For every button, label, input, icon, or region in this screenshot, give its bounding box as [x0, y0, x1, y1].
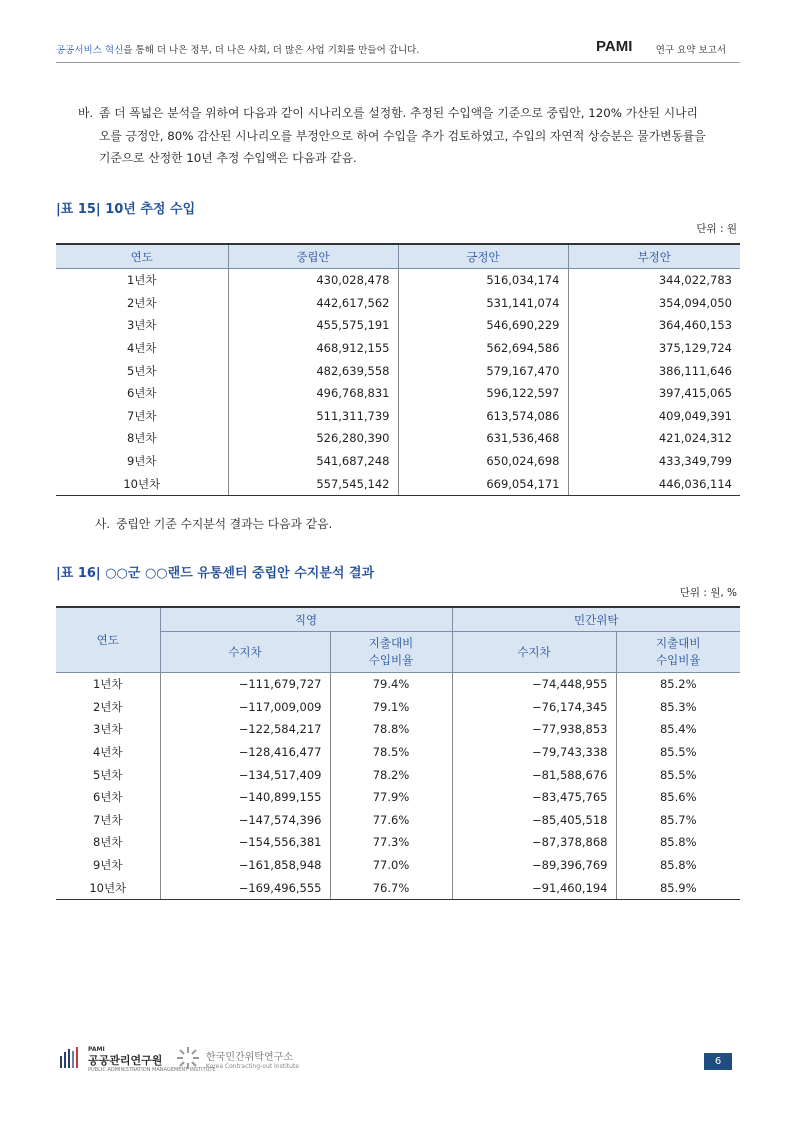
table-cell: 77.3%	[330, 831, 452, 854]
table-cell: 2년차	[56, 292, 228, 315]
table-cell: −169,496,555	[160, 876, 330, 899]
table-cell: 79.4%	[330, 673, 452, 696]
table-cell: −91,460,194	[452, 876, 616, 899]
table-row	[56, 741, 740, 764]
table-cell: 455,575,191	[228, 314, 398, 337]
table-row	[56, 718, 740, 741]
table-cell: 79.1%	[330, 696, 452, 719]
table-row	[56, 673, 740, 696]
table-cell: 650,024,698	[398, 450, 568, 473]
table-row	[56, 359, 740, 382]
table-cell: 77.9%	[330, 786, 452, 809]
table-cell: 562,694,586	[398, 337, 568, 360]
table-cell: 596,122,597	[398, 382, 568, 405]
table-cell: −128,416,477	[160, 741, 330, 764]
table-cell: 4년차	[56, 337, 228, 360]
paragraph-line-2: 오를 긍정안, 80% 감산된 시나리오를 부정안으로 하여 수입을 추가 검토하였고, 수입의 자연적 상승분은 물가변동률을	[99, 128, 706, 143]
table-row	[56, 831, 740, 854]
pami-logo-icon	[60, 1046, 82, 1068]
table-row	[56, 809, 740, 832]
paragraph-scenario	[78, 102, 742, 170]
kci-logo-sub: Korea Contracting-out Institute	[206, 1063, 299, 1070]
table-cell: 76.7%	[330, 876, 452, 899]
table-row	[56, 314, 740, 337]
table-cell: −81,588,676	[452, 763, 616, 786]
table-cell: 386,111,646	[568, 359, 740, 382]
table-cell: 77.0%	[330, 854, 452, 877]
table-cell: 344,022,783	[568, 269, 740, 292]
table15-header-neutral: 중립안	[228, 244, 398, 269]
table-cell: 4년차	[56, 741, 160, 764]
table-cell: 3년차	[56, 718, 160, 741]
table15-header-negative: 부정안	[568, 244, 740, 269]
ratio-label-line-1: 지출대비	[656, 636, 701, 650]
paragraph-line-1: 좀 더 폭넓은 분석을 위하여 다음과 같이 시나리오를 설정함. 추정된 수입액을 기준으로 중립안, 120% 가산된 시나리	[99, 106, 698, 120]
table-cell: 557,545,142	[228, 472, 398, 495]
table-cell: 511,311,739	[228, 405, 398, 428]
header-brand: PAMI	[596, 38, 633, 55]
table-row	[56, 854, 740, 877]
table-cell: 85.9%	[616, 876, 740, 899]
page-header	[56, 38, 740, 62]
table-cell: 7년차	[56, 809, 160, 832]
table-cell: 85.5%	[616, 741, 740, 764]
table-cell: 5년차	[56, 359, 228, 382]
table-cell: 78.2%	[330, 763, 452, 786]
table15-header-year: 연도	[56, 244, 228, 269]
table16	[56, 606, 740, 900]
table16-header-outsourced: 민간위탁	[452, 607, 740, 632]
table-cell: −117,009,009	[160, 696, 330, 719]
table-cell: 482,639,558	[228, 359, 398, 382]
table-row	[56, 337, 740, 360]
header-tagline	[56, 42, 419, 56]
table16-header-direct: 직영	[160, 607, 452, 632]
table15-title: |표 15| 10년 추정 수입	[56, 202, 196, 217]
table15-header-row	[56, 244, 740, 269]
table-row	[56, 292, 740, 315]
table15-header-positive: 긍정안	[398, 244, 568, 269]
table-cell: 531,141,074	[398, 292, 568, 315]
header-report-type: 연구 요약 보고서	[655, 45, 726, 56]
kci-logo-icon	[176, 1046, 200, 1070]
table-cell: 1년차	[56, 269, 228, 292]
table-cell: 468,912,155	[228, 337, 398, 360]
table-cell: 516,034,174	[398, 269, 568, 292]
table15-unit: 단위 : 원	[696, 223, 737, 235]
table-cell: −140,899,155	[160, 786, 330, 809]
table-cell: −74,448,955	[452, 673, 616, 696]
table-cell: 85.7%	[616, 809, 740, 832]
table16-header-year: 연도	[56, 607, 160, 673]
table-cell: −76,174,345	[452, 696, 616, 719]
table-cell: 354,094,050	[568, 292, 740, 315]
table-row	[56, 472, 740, 495]
paragraph-line-3: 기준으로 산정한 10년 추정 수입액은 다음과 같음.	[99, 151, 357, 165]
table-cell: 78.8%	[330, 718, 452, 741]
table-cell: 10년차	[56, 472, 228, 495]
paragraph-balance	[95, 513, 759, 536]
table-cell: −85,405,518	[452, 809, 616, 832]
table-row	[56, 696, 740, 719]
pami-logo-sub: PUBLIC ADMINISTRATION MANAGEMENT INSTITUTE	[88, 1067, 216, 1073]
page-number: 6	[704, 1053, 732, 1070]
table-row	[56, 876, 740, 899]
table-cell: 669,054,171	[398, 472, 568, 495]
table-cell: 10년차	[56, 876, 160, 899]
table-cell: 2년차	[56, 696, 160, 719]
table-cell: −161,858,948	[160, 854, 330, 877]
ratio-label-line-2: 수입비율	[656, 653, 701, 667]
paragraph-label: 사.	[95, 517, 111, 531]
header-divider	[56, 62, 740, 63]
table-row	[56, 763, 740, 786]
table-cell: 421,024,312	[568, 427, 740, 450]
table-cell: 85.8%	[616, 831, 740, 854]
table-cell: 85.8%	[616, 854, 740, 877]
table-cell: 5년차	[56, 763, 160, 786]
ratio-label-line-1: 지출대비	[368, 636, 414, 650]
table-cell: 430,028,478	[228, 269, 398, 292]
table-cell: 85.3%	[616, 696, 740, 719]
table16-header-outsourced-balance: 수지차	[452, 632, 616, 673]
table-cell: 613,574,086	[398, 405, 568, 428]
ratio-label-line-2: 수입비율	[368, 653, 414, 667]
table-cell: 8년차	[56, 427, 228, 450]
table-row	[56, 269, 740, 292]
paragraph-text: 중립안 기준 수지분석 결과는 다음과 같음.	[116, 517, 333, 531]
table-cell: −122,584,217	[160, 718, 330, 741]
table16-header-outsourced-ratio	[616, 632, 740, 673]
header-tagline-rest: 을 통해 더 나은 정부, 더 나은 사회, 더 많은 사업 기회를 만들어 갑니다.	[123, 45, 420, 56]
table-cell: 375,129,724	[568, 337, 740, 360]
table-cell: 442,617,562	[228, 292, 398, 315]
table-cell: 77.6%	[330, 809, 452, 832]
table15	[56, 243, 740, 496]
table-cell: −89,396,769	[452, 854, 616, 877]
table-row	[56, 427, 740, 450]
pami-logo-small: PAMI	[88, 1046, 105, 1053]
table-row	[56, 382, 740, 405]
table-cell: 631,536,468	[398, 427, 568, 450]
table-cell: 409,049,391	[568, 405, 740, 428]
table-cell: 446,036,114	[568, 472, 740, 495]
table-cell: 78.5%	[330, 741, 452, 764]
table-cell: 85.6%	[616, 786, 740, 809]
table-cell: 397,415,065	[568, 382, 740, 405]
table-cell: −87,378,868	[452, 831, 616, 854]
table-cell: 85.2%	[616, 673, 740, 696]
table-cell: 6년차	[56, 382, 228, 405]
table-cell: −83,475,765	[452, 786, 616, 809]
table-cell: −154,556,381	[160, 831, 330, 854]
table-cell: 546,690,229	[398, 314, 568, 337]
table-cell: −147,574,396	[160, 809, 330, 832]
table-cell: 1년차	[56, 673, 160, 696]
table-cell: 541,687,248	[228, 450, 398, 473]
table-cell: 8년차	[56, 831, 160, 854]
table-cell: 526,280,390	[228, 427, 398, 450]
table16-header-direct-ratio	[330, 632, 452, 673]
table-cell: 364,460,153	[568, 314, 740, 337]
table-row	[56, 405, 740, 428]
table-cell: 9년차	[56, 854, 160, 877]
table-cell: 433,349,799	[568, 450, 740, 473]
table-cell: 9년차	[56, 450, 228, 473]
kci-logo-name: 한국민간위탁연구소	[206, 1052, 293, 1063]
table-cell: −77,938,853	[452, 718, 616, 741]
table16-title: |표 16| ○○군 ○○랜드 유통센터 중립안 수지분석 결과	[56, 566, 375, 581]
table-cell: 6년차	[56, 786, 160, 809]
table-row	[56, 450, 740, 473]
table16-header-direct-balance: 수지차	[160, 632, 330, 673]
table-cell: −79,743,338	[452, 741, 616, 764]
table-cell: 579,167,470	[398, 359, 568, 382]
table16-header-row-1	[56, 607, 740, 632]
pami-logo-name: 공공관리연구원	[88, 1054, 163, 1067]
table-row	[56, 786, 740, 809]
table-cell: −134,517,409	[160, 763, 330, 786]
table16-unit: 단위 : 원, %	[679, 587, 737, 599]
table-cell: 3년차	[56, 314, 228, 337]
header-tagline-highlight: 공공서비스 혁신	[56, 45, 124, 56]
table-cell: 85.4%	[616, 718, 740, 741]
table-cell: 85.5%	[616, 763, 740, 786]
paragraph-label: 바.	[78, 106, 94, 120]
table-cell: 7년차	[56, 405, 228, 428]
table-cell: 496,768,831	[228, 382, 398, 405]
table-cell: −111,679,727	[160, 673, 330, 696]
